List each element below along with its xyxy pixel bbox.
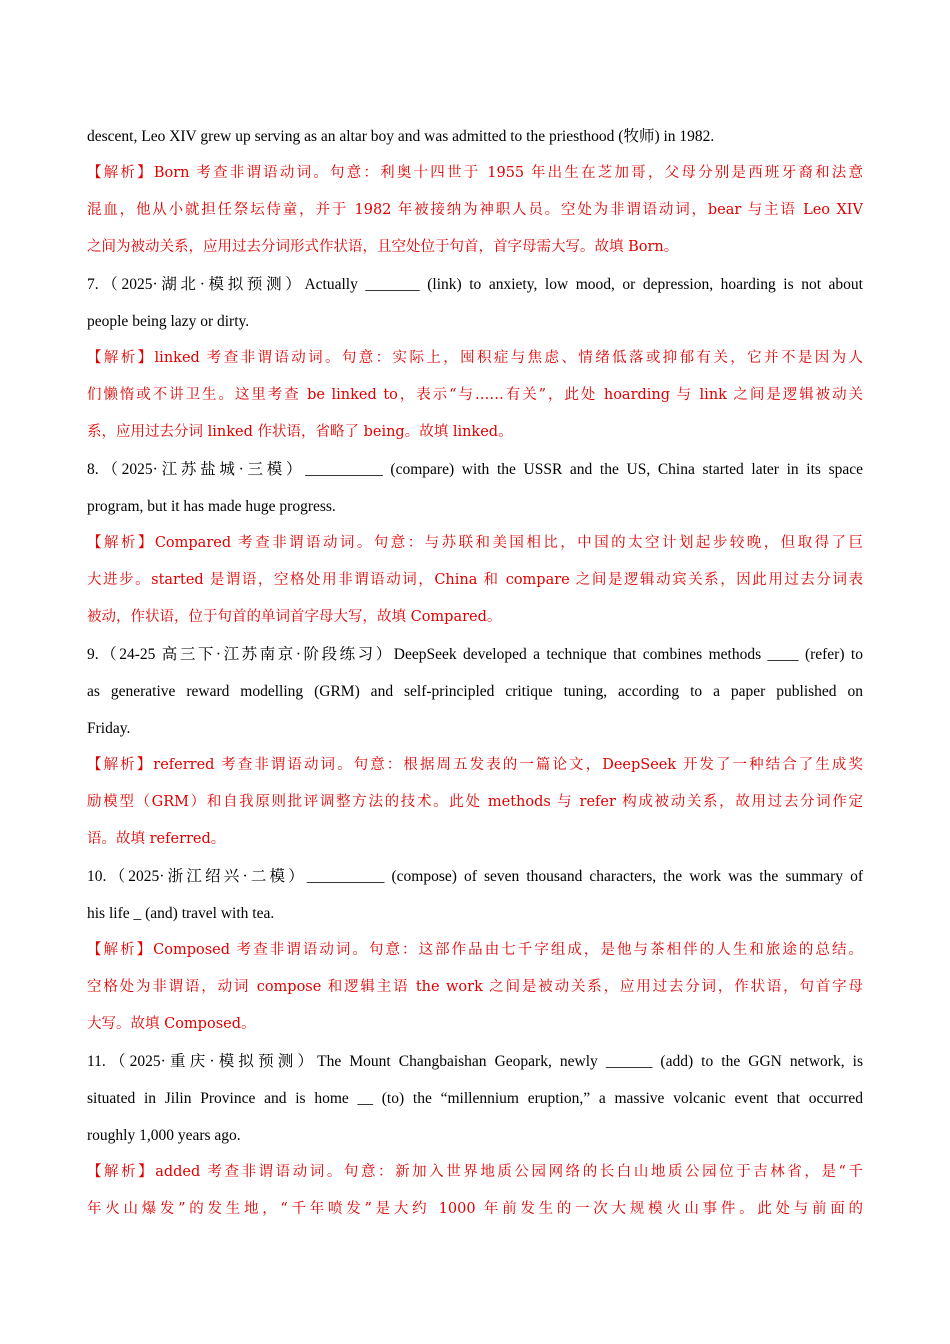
analysis-line: 【解析】Born 考查非谓语动词。句意：利奥十四世于 1955 年出生在芝加哥，父母分别是西班牙裔和法意	[87, 165, 863, 181]
analysis-line: 大写。故填 Composed。	[87, 1016, 256, 1032]
analysis-line: 【解析】Compared 考查非谓语动词。句意：与苏联和美国相比，中国的太空计划起步较晚，但取得了巨	[87, 535, 863, 551]
document-page	[87, 118, 863, 1228]
analysis-line: 年火山爆发”的发生地，“千年喷发”是大约 1000 年前发生的一次大规模火山事件。此处与前面的	[87, 1201, 863, 1217]
question-line: 11.（2025·重庆·模拟预测）The Mount Changbaishan Geopark, newly ______ (add) to the GGN network, is	[87, 1053, 863, 1070]
question-line: 7.（2025·湖北·模拟预测）Actually _______ (link) to anxiety, low mood, or depression, hoarding is not about	[87, 276, 863, 293]
analysis-line: 系，应用过去分词 linked 作状语，省略了 being。故填 linked。	[87, 424, 513, 440]
question-line: his life _ (and) travel with tea.	[87, 905, 275, 922]
analysis-line: 空格处为非谓语，动词 compose 和逻辑主语 the work 之间是被动关系，应用过去分词，作状语，句首字母	[87, 979, 863, 995]
analysis-line: 被动，作状语，位于句首的单词首字母大写，故填 Compared。	[87, 609, 502, 625]
analysis-line: 们懒惰或不讲卫生。这里考查 be linked to，表示“与……有关”，此处 hoarding 与 link 之间是逻辑被动关	[87, 387, 863, 403]
question-line: 10.（2025·浙江绍兴·二模）__________ (compose) of seven thousand characters, the work was the summary of	[87, 868, 863, 885]
analysis-line: 【解析】added 考查非谓语动词。句意：新加入世界地质公园网络的长白山地质公园位于吉林省，是“千	[87, 1164, 863, 1180]
question-line: roughly 1,000 years ago.	[87, 1127, 241, 1144]
question-line: as generative reward modelling (GRM) and self-principled critique tuning, according to a paper published on	[87, 683, 863, 700]
question-line: 8.（2025·江苏盐城·三模）__________ (compare) with the USSR and the US, China started later in its space	[87, 461, 863, 478]
analysis-line: 【解析】referred 考查非谓语动词。句意：根据周五发表的一篇论文，DeepSeek 开发了一种结合了生成奖	[87, 757, 863, 773]
analysis-line: 【解析】Composed 考查非谓语动词。句意：这部作品由七千字组成，是他与茶相伴的人生和旅途的总结。	[87, 942, 863, 958]
analysis-line: 大进步。started 是谓语，空格处用非谓语动词，China 和 compare 之间是逻辑动宾关系，因此用过去分词表	[87, 572, 863, 588]
analysis-line: 混血，他从小就担任祭坛侍童，并于 1982 年被接纳为神职人员。空处为非谓语动词，bear 与主语 Leo XIV	[87, 202, 863, 218]
analysis-line: 之间为被动关系，应用过去分词形式作状语，且空处位于句首，首字母需大写。故填 Born。	[87, 239, 679, 255]
analysis-line: 语。故填 referred。	[87, 831, 226, 847]
text-line: descent, Leo XIV grew up serving as an altar boy and was admitted to the priesthood (牧师) in 1982.	[87, 128, 715, 145]
question-line: Friday.	[87, 720, 131, 737]
question-line: situated in Jilin Province and is home __ (to) the “millennium eruption,” a massive volcanic event that occurred	[87, 1090, 863, 1107]
question-line: people being lazy or dirty.	[87, 313, 250, 330]
analysis-line: 励模型（GRM）和自我原则批评调整方法的技术。此处 methods 与 refer 构成被动关系，故用过去分词作定	[87, 794, 863, 810]
analysis-line: 【解析】linked 考查非谓语动词。句意：实际上，囤积症与焦虑、情绪低落或抑郁有关，它并不是因为人	[87, 350, 863, 366]
question-line: program, but it has made huge progress.	[87, 498, 336, 515]
question-line: 9.（24-25 高三下·江苏南京·阶段练习）DeepSeek developed a technique that combines methods ____ (refer) to	[87, 646, 863, 663]
